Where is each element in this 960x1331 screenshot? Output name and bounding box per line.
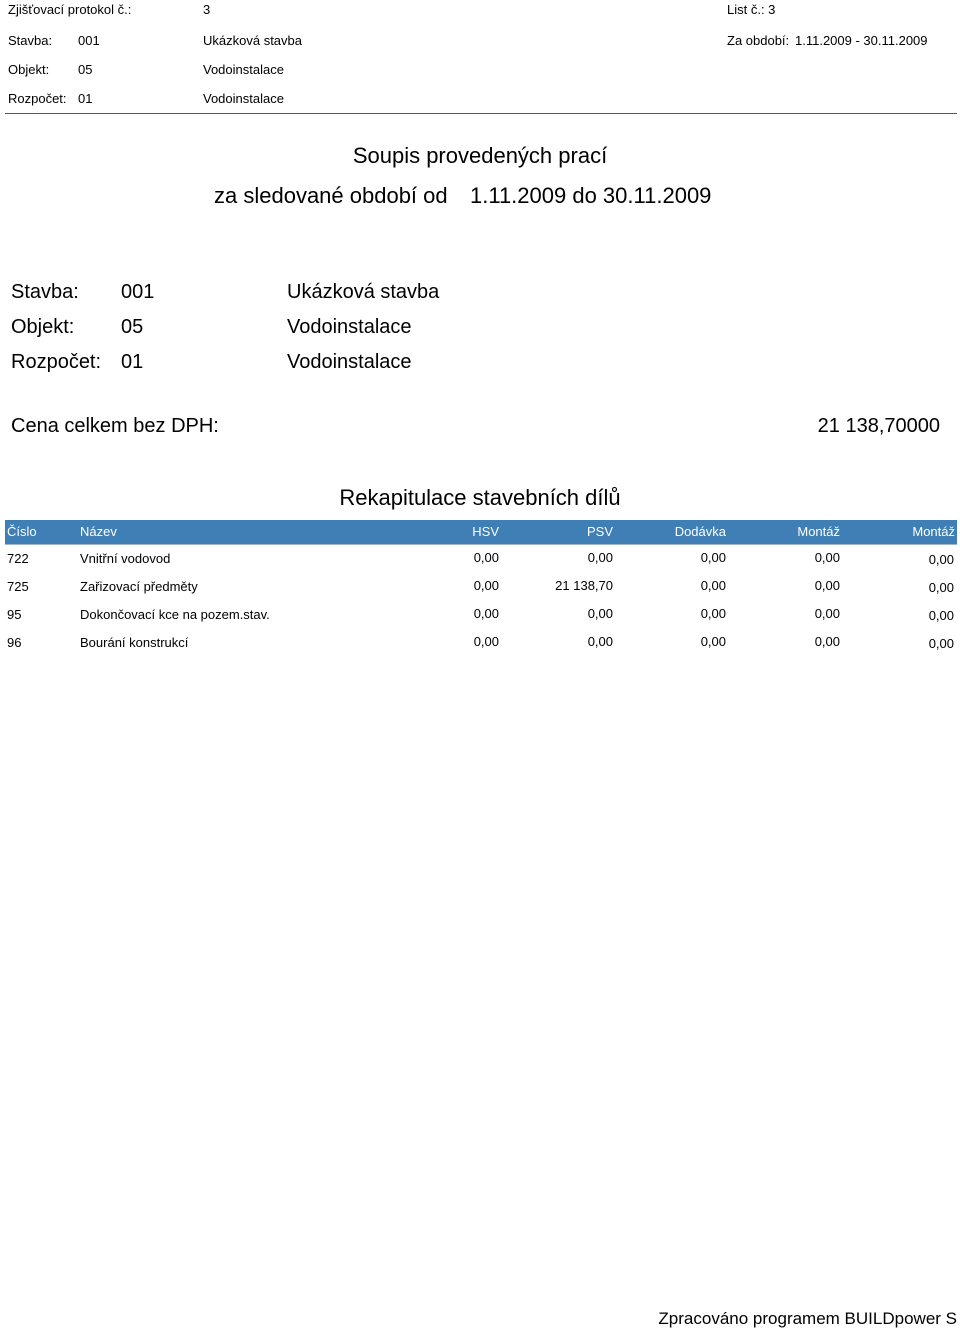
row-hsv: 0,00 xyxy=(473,634,499,649)
header-objekt-code: 05 xyxy=(78,62,93,77)
col-hsv: HSV xyxy=(472,524,499,539)
row-name: Bourání konstrukcí xyxy=(80,635,189,650)
row-code: 722 xyxy=(7,551,29,566)
row-montaz-2: 0,00 xyxy=(928,580,954,595)
header-stavba-code: 001 xyxy=(78,33,100,48)
col-cislo: Číslo xyxy=(7,524,37,539)
row-psv: 0,00 xyxy=(587,606,613,621)
header-divider xyxy=(5,113,957,114)
row-name: Vnitřní vodovod xyxy=(80,551,171,566)
period-title-prefix: za sledované období od xyxy=(214,183,448,208)
recap-title: Rekapitulace stavebních dílů xyxy=(339,485,621,510)
page-title: Soupis provedených prací xyxy=(352,143,608,168)
summary-stavba-name: Ukázková stavba xyxy=(287,281,440,303)
summary-rozpocet-code: 01 xyxy=(121,351,144,373)
header-rozpocet-name: Vodoinstalace xyxy=(203,91,284,106)
row-psv: 0,00 xyxy=(587,550,613,565)
summary-rozpocet-name: Vodoinstalace xyxy=(287,351,412,373)
row-montaz-2: 0,00 xyxy=(928,552,954,567)
row-dodavka: 0,00 xyxy=(700,606,726,621)
row-hsv: 0,00 xyxy=(473,550,499,565)
col-dodavka: Dodávka xyxy=(674,524,726,539)
protocol-label: Zjišťovací protokol č.: xyxy=(8,2,132,17)
row-dodavka: 0,00 xyxy=(700,578,726,593)
row-dodavka: 0,00 xyxy=(700,634,726,649)
sheet-number: List č.: 3 xyxy=(727,2,776,17)
row-code: 95 xyxy=(7,607,22,622)
row-montaz-2: 0,00 xyxy=(928,636,954,651)
row-hsv: 0,00 xyxy=(473,578,499,593)
col-nazev: Název xyxy=(80,524,117,539)
header-rozpocet-label: Rozpočet: xyxy=(8,91,67,106)
summary-stavba-label: Stavba: xyxy=(11,281,79,303)
price-value: 21 138,70000 xyxy=(817,415,940,437)
summary-objekt-code: 05 xyxy=(121,316,144,338)
row-montaz: 0,00 xyxy=(814,634,840,649)
row-name: Dokončovací kce na pozem.stav. xyxy=(80,607,270,622)
period-label: Za období: xyxy=(727,33,790,48)
col-psv: PSV xyxy=(586,524,613,539)
row-name: Zařizovací předměty xyxy=(80,579,198,594)
row-dodavka: 0,00 xyxy=(700,550,726,565)
summary-rozpocet-label: Rozpočet: xyxy=(11,351,102,373)
header-rozpocet-code: 01 xyxy=(78,91,93,106)
summary-objekt-label: Objekt: xyxy=(11,316,75,338)
period-value: 1.11.2009 - 30.11.2009 xyxy=(795,33,928,48)
row-psv: 0,00 xyxy=(587,634,613,649)
header-stavba-name: Ukázková stavba xyxy=(203,33,302,48)
price-label: Cena celkem bez DPH: xyxy=(11,415,219,437)
protocol-number: 3 xyxy=(203,2,211,17)
row-montaz: 0,00 xyxy=(814,578,840,593)
row-code: 96 xyxy=(7,635,22,650)
recap-table-header xyxy=(5,520,957,545)
col-montaz: Montáž xyxy=(797,524,840,539)
row-montaz-2: 0,00 xyxy=(928,608,954,623)
footer-text: Zpracováno programem BUILDpower S xyxy=(658,1309,957,1328)
summary-objekt-name: Vodoinstalace xyxy=(287,316,412,338)
row-code: 725 xyxy=(7,579,29,594)
col-montaz-2: Montáž xyxy=(912,524,955,539)
header-objekt-name: Vodoinstalace xyxy=(203,62,284,77)
row-psv: 21 138,70 xyxy=(555,578,613,593)
header-stavba-label: Stavba: xyxy=(8,33,53,48)
summary-stavba-code: 001 xyxy=(121,281,155,303)
row-montaz: 0,00 xyxy=(814,606,840,621)
row-montaz: 0,00 xyxy=(814,550,840,565)
row-hsv: 0,00 xyxy=(473,606,499,621)
period-title-range: 1.11.2009 do 30.11.2009 xyxy=(470,183,712,208)
header-objekt-label: Objekt: xyxy=(8,62,50,77)
